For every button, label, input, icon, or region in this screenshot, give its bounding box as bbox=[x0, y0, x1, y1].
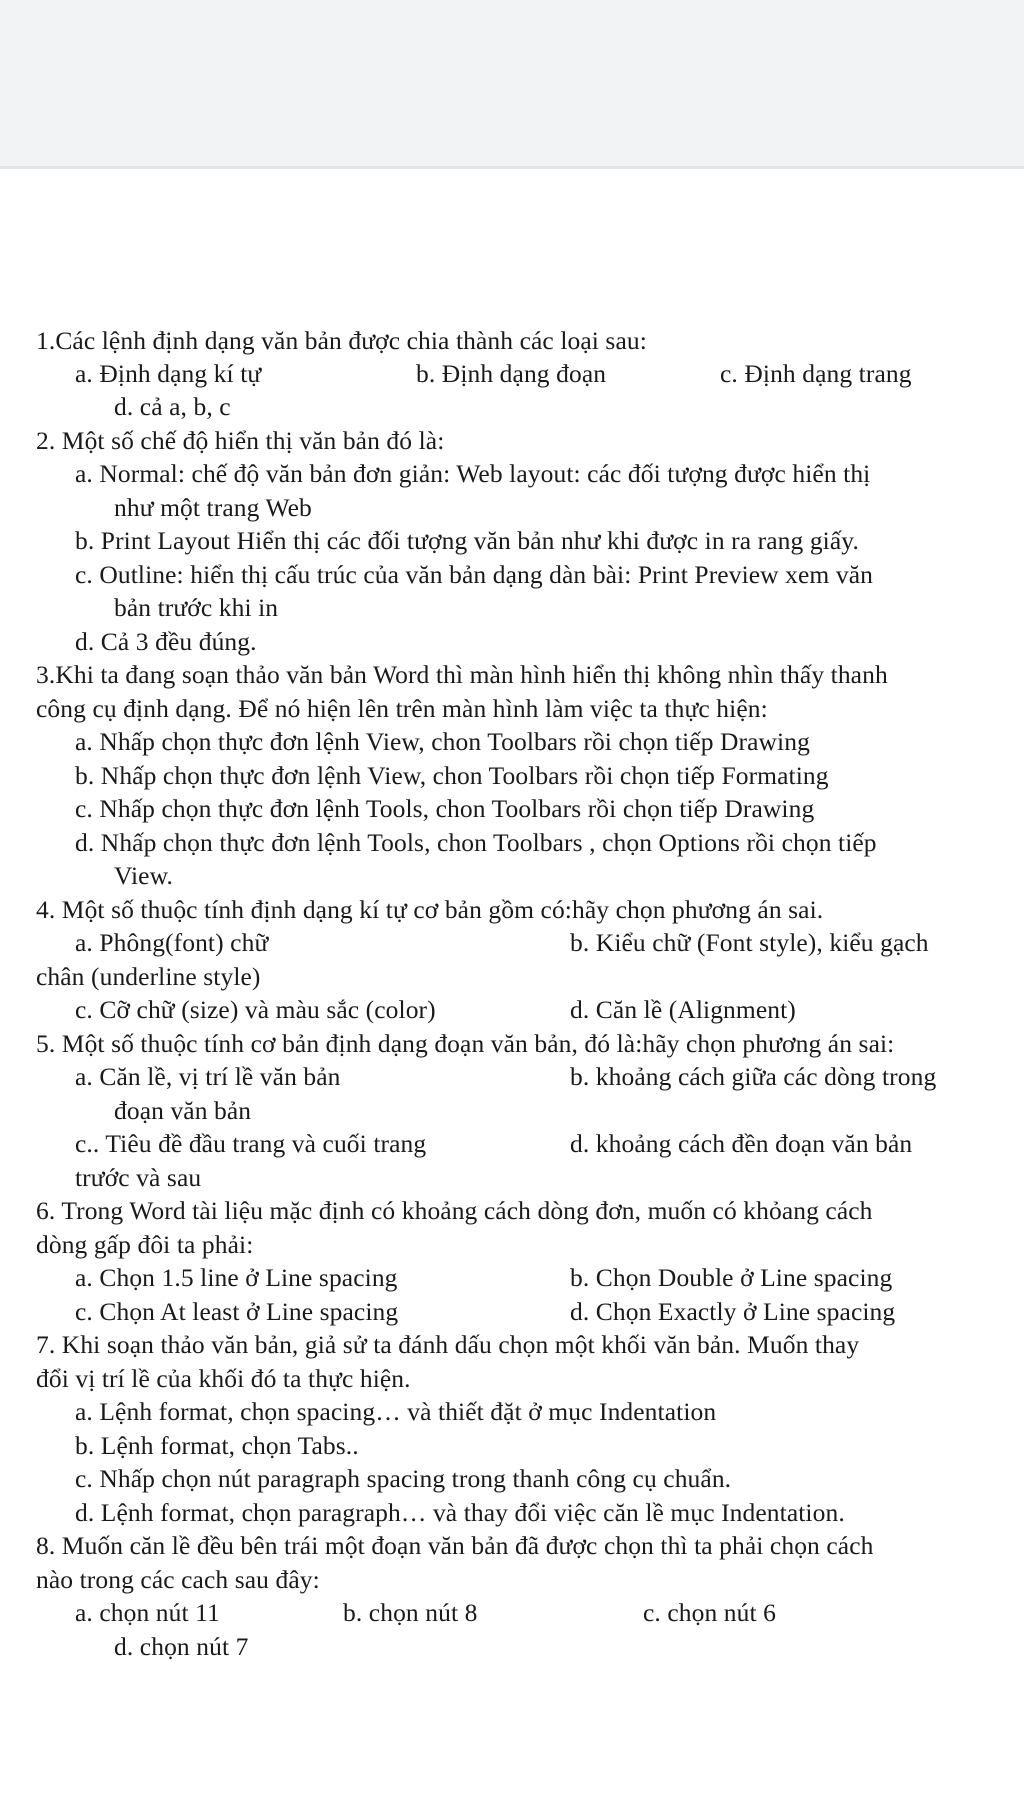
q6-text-cont: dòng gấp đôi ta phải: bbox=[36, 1230, 254, 1259]
q8-option-b: b. chọn nút 8 bbox=[343, 1598, 478, 1627]
q5-text: 5. Một số thuộc tính cơ bản định dạng đoạn văn bản, đó là:hãy chọn phương án sai: bbox=[36, 1029, 895, 1058]
q3-option-c: c. Nhấp chọn thực đơn lệnh Tools, chon Toolbars rồi chọn tiếp Drawing bbox=[75, 794, 815, 823]
q5-option-d: d. khoảng cách đền đoạn văn bản bbox=[570, 1129, 913, 1158]
q4-option-b: b. Kiểu chữ (Font style), kiểu gạch bbox=[570, 928, 929, 957]
q1-text: 1.Các lệnh định dạng văn bản được chia thành các loại sau: bbox=[36, 326, 647, 355]
q2-option-a: a. Normal: chế độ văn bản đơn giản: Web layout: các đối tượng được hiển thị bbox=[75, 459, 871, 488]
q5-option-d-cont: trước và sau bbox=[75, 1163, 202, 1192]
q7-text: 7. Khi soạn thảo văn bản, giả sử ta đánh dấu chọn một khối văn bản. Muốn thay bbox=[36, 1330, 860, 1359]
q2-option-c-cont: bản trước khi in bbox=[114, 593, 279, 622]
q2-option-a-cont: như một trang Web bbox=[114, 493, 312, 522]
q3-option-b: b. Nhấp chọn thực đơn lệnh View, chon Toolbars rồi chọn tiếp Formating bbox=[75, 761, 829, 790]
q5-option-a: a. Căn lề, vị trí lề văn bản bbox=[75, 1062, 341, 1091]
q3-option-d-cont: View. bbox=[114, 861, 173, 890]
q4-option-b-cont: chân (underline style) bbox=[36, 962, 261, 991]
q7-option-d: d. Lệnh format, chọn paragraph… và thay đổi việc căn lề mục Indentation. bbox=[75, 1498, 845, 1527]
q6-text: 6. Trong Word tài liệu mặc định có khoảng cách dòng đơn, muốn có khỏang cách bbox=[36, 1196, 873, 1225]
q5-option-b: b. khoảng cách giữa các dòng trong bbox=[570, 1062, 937, 1091]
q2-option-d: d. Cả 3 đều đúng. bbox=[75, 627, 257, 656]
q3-option-d: d. Nhấp chọn thực đơn lệnh Tools, chon Toolbars , chọn Options rồi chọn tiếp bbox=[75, 828, 877, 857]
q8-option-c: c. chọn nút 6 bbox=[643, 1598, 777, 1627]
q1-option-b: b. Định dạng đoạn bbox=[416, 359, 607, 388]
q8-text-cont: nào trong các cach sau đây: bbox=[36, 1565, 320, 1594]
q3-option-a: a. Nhấp chọn thực đơn lệnh View, chon Toolbars rồi chọn tiếp Drawing bbox=[75, 727, 810, 756]
q5-option-b-cont: đoạn văn bản bbox=[114, 1096, 252, 1125]
q4-option-a: a. Phông(font) chữ bbox=[75, 928, 269, 957]
q4-option-c: c. Cỡ chữ (size) và màu sắc (color) bbox=[75, 995, 436, 1024]
q5-option-c: c.. Tiêu đề đầu trang và cuối trang bbox=[75, 1129, 427, 1158]
q7-text-cont: đổi vị trí lề của khối đó ta thực hiện. bbox=[36, 1364, 411, 1393]
q6-option-b: b. Chọn Double ở Line spacing bbox=[570, 1263, 893, 1292]
q6-option-c: c. Chọn At least ở Line spacing bbox=[75, 1297, 399, 1326]
q1-option-d: d. cả a, b, c bbox=[114, 392, 231, 421]
q6-option-a: a. Chọn 1.5 line ở Line spacing bbox=[75, 1263, 398, 1292]
q3-text-cont: công cụ định dạng. Để nó hiện lên trên màn hình làm việc ta thực hiện: bbox=[36, 694, 768, 723]
q1-option-c: c. Định dạng trang bbox=[720, 359, 912, 388]
q4-option-d: d. Căn lề (Alignment) bbox=[570, 995, 796, 1024]
q2-option-b: b. Print Layout Hiển thị các đối tượng văn bản như khi được in ra rang giấy. bbox=[75, 526, 859, 555]
q2-option-c: c. Outline: hiển thị cấu trúc của văn bản dạng dàn bài: Print Preview xem văn bbox=[75, 560, 873, 589]
q3-text: 3.Khi ta đang soạn thảo văn bản Word thì màn hình hiển thị không nhìn thấy thanh bbox=[36, 660, 888, 689]
q6-option-d: d. Chọn Exactly ở Line spacing bbox=[570, 1297, 896, 1326]
q8-text: 8. Muốn căn lề đều bên trái một đoạn văn bản đã được chọn thì ta phải chọn cách bbox=[36, 1531, 874, 1560]
q1-option-a: a. Định dạng kí tự bbox=[75, 359, 262, 388]
q7-option-b: b. Lệnh format, chọn Tabs.. bbox=[75, 1431, 359, 1460]
q8-option-a: a. chọn nút 11 bbox=[75, 1598, 220, 1627]
q7-option-a: a. Lệnh format, chọn spacing… và thiết đặt ở mục Indentation bbox=[75, 1397, 717, 1426]
q8-option-d: d. chọn nút 7 bbox=[114, 1632, 249, 1661]
q4-text: 4. Một số thuộc tính định dạng kí tự cơ bản gồm có:hãy chọn phương án sai. bbox=[36, 895, 824, 924]
q7-option-c: c. Nhấp chọn nút paragraph spacing trong thanh công cụ chuẩn. bbox=[75, 1464, 732, 1493]
q2-text: 2. Một số chế độ hiển thị văn bản đó là: bbox=[36, 426, 445, 455]
